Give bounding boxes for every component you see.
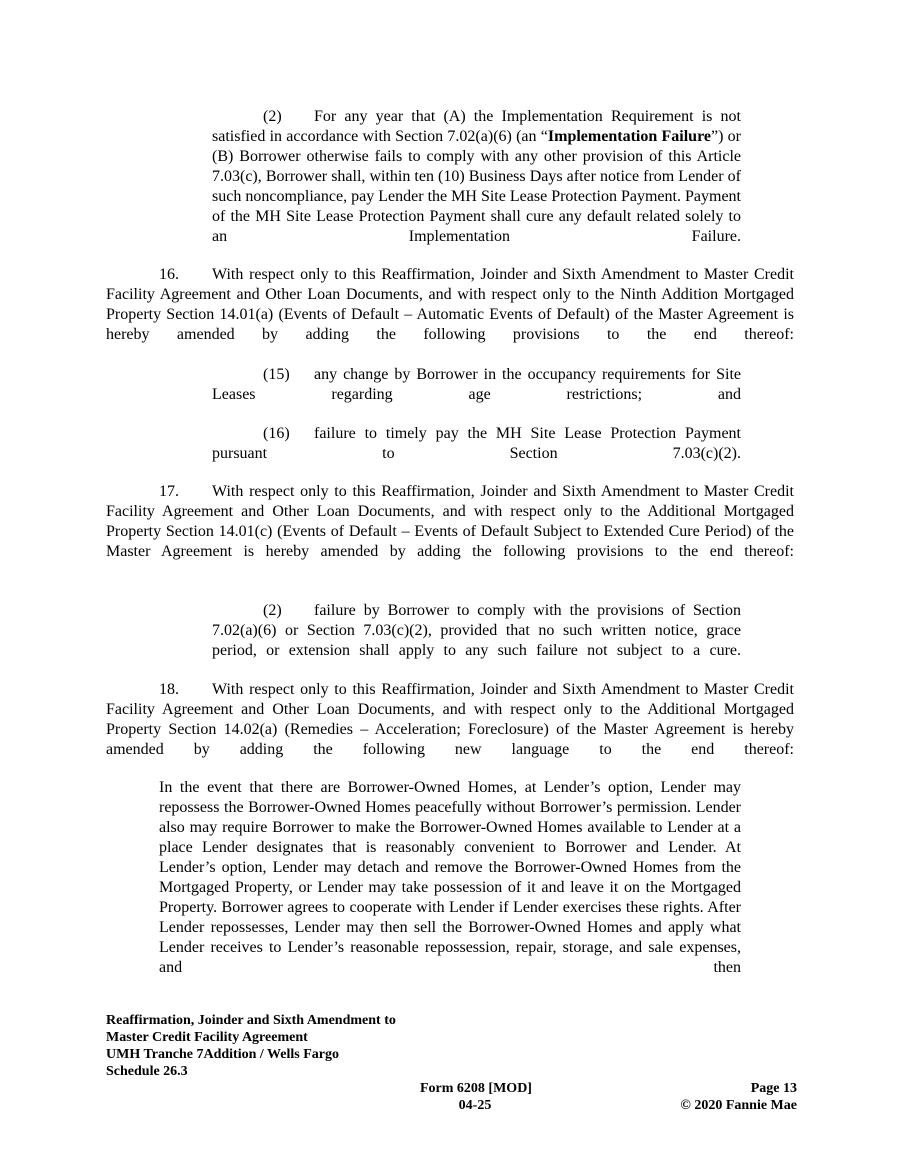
paragraph-17 bbox=[106, 482, 794, 582]
subsection-text: failure to timely pay the MH Site Lease Protection Payment pursuant to Section 7.03(c)(2). bbox=[212, 425, 741, 462]
footer-title-line-2: Master Credit Facility Agreement bbox=[106, 1030, 308, 1045]
footer-page-info bbox=[640, 1080, 797, 1114]
defined-term: Failure bbox=[661, 128, 711, 145]
paragraph-text: With respect only to this Reaffirmation, Joinder and Sixth Amendment to Master Credit Facility Agreement and Other Loan Documents, and with respect only to the Additional Mortgaged Property Section 14.01(c) (Events of Default – Events of Default Subject to Extended Cure Period) of the Master Agreement is hereby amended by adding the following provisions to the end thereof: bbox=[106, 483, 794, 560]
subsection-text: ”) or (B) Borrower otherwise fails to comply with any other provision of this Article 7.03(c), Borrower shall, within ten (10) Business Days after notice from Lender of such noncompliance, pay Lender the MH Site Lease Protection Payment. Payment of the MH Site Lease Protection Payment shall cure any default related solely to an Implementation Failure. bbox=[212, 128, 742, 245]
paragraph-number: 17. bbox=[159, 483, 179, 500]
footer-form: Form 6208 [MOD] bbox=[420, 1081, 532, 1096]
footer-form-date: 04-25 bbox=[458, 1098, 492, 1113]
footer-title-line-3: UMH Tranche 7Addition / Wells Fargo bbox=[106, 1047, 339, 1062]
copyright: © 2020 Fannie Mae bbox=[680, 1098, 797, 1113]
subsection-15 bbox=[212, 365, 741, 425]
subsection-2-extended-cure bbox=[212, 601, 741, 681]
subsection-number: (15) bbox=[263, 366, 290, 383]
footer-schedule: Schedule 26.3 bbox=[106, 1064, 188, 1079]
quote-text: In the event that there are Borrower-Owned Homes, at Lender’s option, Lender may repossess the Borrower-Owned Homes peacefully without Borrower’s permission. Lender also may require Borrower to make the Borrower-Owned Homes available to Lender at a place Lender designates that is reasonably convenient to Borrower and Lender. At Lender’s option, Lender may detach and remove the Borrower-Owned Homes from the Mortgaged Property, or Lender may take possession of it and leave it on the Mortgaged Property. Borrower agrees to cooperate with Lender if Lender exercises these rights. After Lender repossesses, Lender may then sell the Borrower-Owned Homes and apply what Lender receives to Lender’s reasonable repossession, repair, storage, and sale expenses, and then bbox=[159, 779, 741, 976]
page-number: Page 13 bbox=[750, 1081, 797, 1096]
subsection-text: For any year that (A) the Implementation Requirement is not satisfied in accordance with Section 7.02(a)(6) (an “ bbox=[212, 108, 741, 145]
subsection-16 bbox=[212, 424, 741, 484]
paragraph-text: With respect only to this Reaffirmation, Joinder and Sixth Amendment to Master Credit Facility Agreement and Other Loan Documents, and with respect only to the Additional Mortgaged Property Section 14.02(a) (Remedies – Acceleration; Foreclosure) of the Master Agreement is hereby amended by adding the following new language to the end thereof: bbox=[106, 681, 794, 758]
subsection-number: (2) bbox=[263, 602, 282, 619]
paragraph-number: 18. bbox=[159, 681, 179, 698]
subsection-2-implementation-failure bbox=[212, 107, 741, 267]
paragraph-16 bbox=[106, 265, 794, 365]
subsection-number: (2) bbox=[263, 108, 282, 125]
footer-form-number bbox=[420, 1080, 530, 1114]
defined-term: Implementation bbox=[547, 128, 658, 145]
subsection-text: failure by Borrower to comply with the provisions of Section 7.02(a)(6) or Section 7.03(c)(2), provided that no such written notice, grace period, or extension shall apply to any such failure not subject to a cure. bbox=[212, 602, 741, 659]
paragraph-number: 16. bbox=[159, 266, 179, 283]
footer-document-title bbox=[106, 1012, 396, 1080]
footer-title-line-1: Reaffirmation, Joinder and Sixth Amendment to bbox=[106, 1013, 396, 1028]
paragraph-text: With respect only to this Reaffirmation, Joinder and Sixth Amendment to Master Credit Facility Agreement and Other Loan Documents, and with respect only to the Ninth Addition Mortgaged Property Section 14.01(a) (Events of Default – Automatic Events of Default) of the Master Agreement is hereby amended by adding the following provisions to the end thereof: bbox=[106, 266, 794, 343]
paragraph-18 bbox=[106, 680, 794, 780]
subsection-text: any change by Borrower in the occupancy requirements for Site Leases regarding age restrictions; and bbox=[212, 366, 741, 403]
subsection-number: (16) bbox=[263, 425, 290, 442]
block-quote-borrower-owned-homes bbox=[159, 778, 741, 998]
